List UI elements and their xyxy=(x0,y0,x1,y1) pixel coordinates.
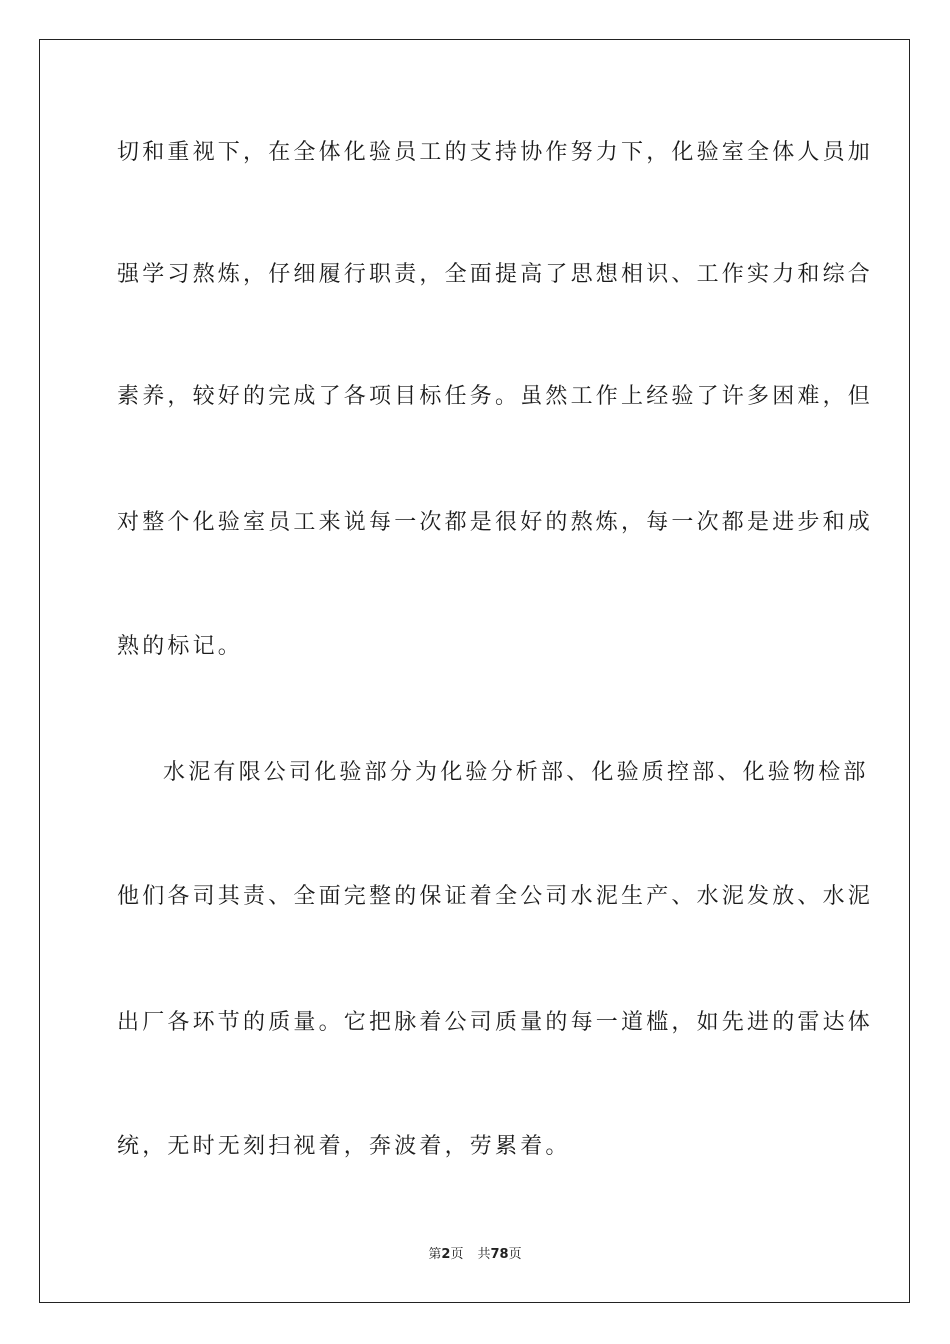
paragraph-2-line-3: 出厂各环节的质量。它把脉着公司质量的每一道槛，如先进的雷达体 xyxy=(117,1010,874,1035)
footer-page-prefix: 第 xyxy=(428,1247,442,1262)
footer-page-suffix: 页 xyxy=(450,1247,464,1262)
paragraph-2-line-1: 水泥有限公司化验部分为化验分析部、化验质控部、化验物检部 xyxy=(163,760,869,785)
body-line-4: 对整个化验室员工来说每一次都是很好的熬炼，每一次都是进步和成 xyxy=(117,510,874,535)
footer-page-number: 2 xyxy=(441,1247,451,1262)
page-footer xyxy=(0,1246,950,1264)
body-line-2: 强学习熬炼，仔细履行职责，全面提高了思想相识、工作实力和综合 xyxy=(117,262,874,287)
footer-total-suffix: 页 xyxy=(508,1247,522,1262)
page-border xyxy=(39,39,910,1303)
paragraph-2-line-2: 他们各司其责、全面完整的保证着全公司水泥生产、水泥发放、水泥 xyxy=(117,884,874,909)
body-line-1: 切和重视下，在全体化验员工的支持协作努力下，化验室全体人员加 xyxy=(117,140,874,165)
body-line-3: 素养，较好的完成了各项目标任务。虽然工作上经验了许多困难，但 xyxy=(117,384,874,409)
body-line-5: 熟的标记。 xyxy=(117,634,244,659)
paragraph-2-line-4: 统，无时无刻扫视着，奔波着，劳累着。 xyxy=(117,1134,571,1159)
footer-total-pages: 78 xyxy=(490,1247,509,1262)
footer-total-prefix: 共 xyxy=(477,1247,491,1262)
